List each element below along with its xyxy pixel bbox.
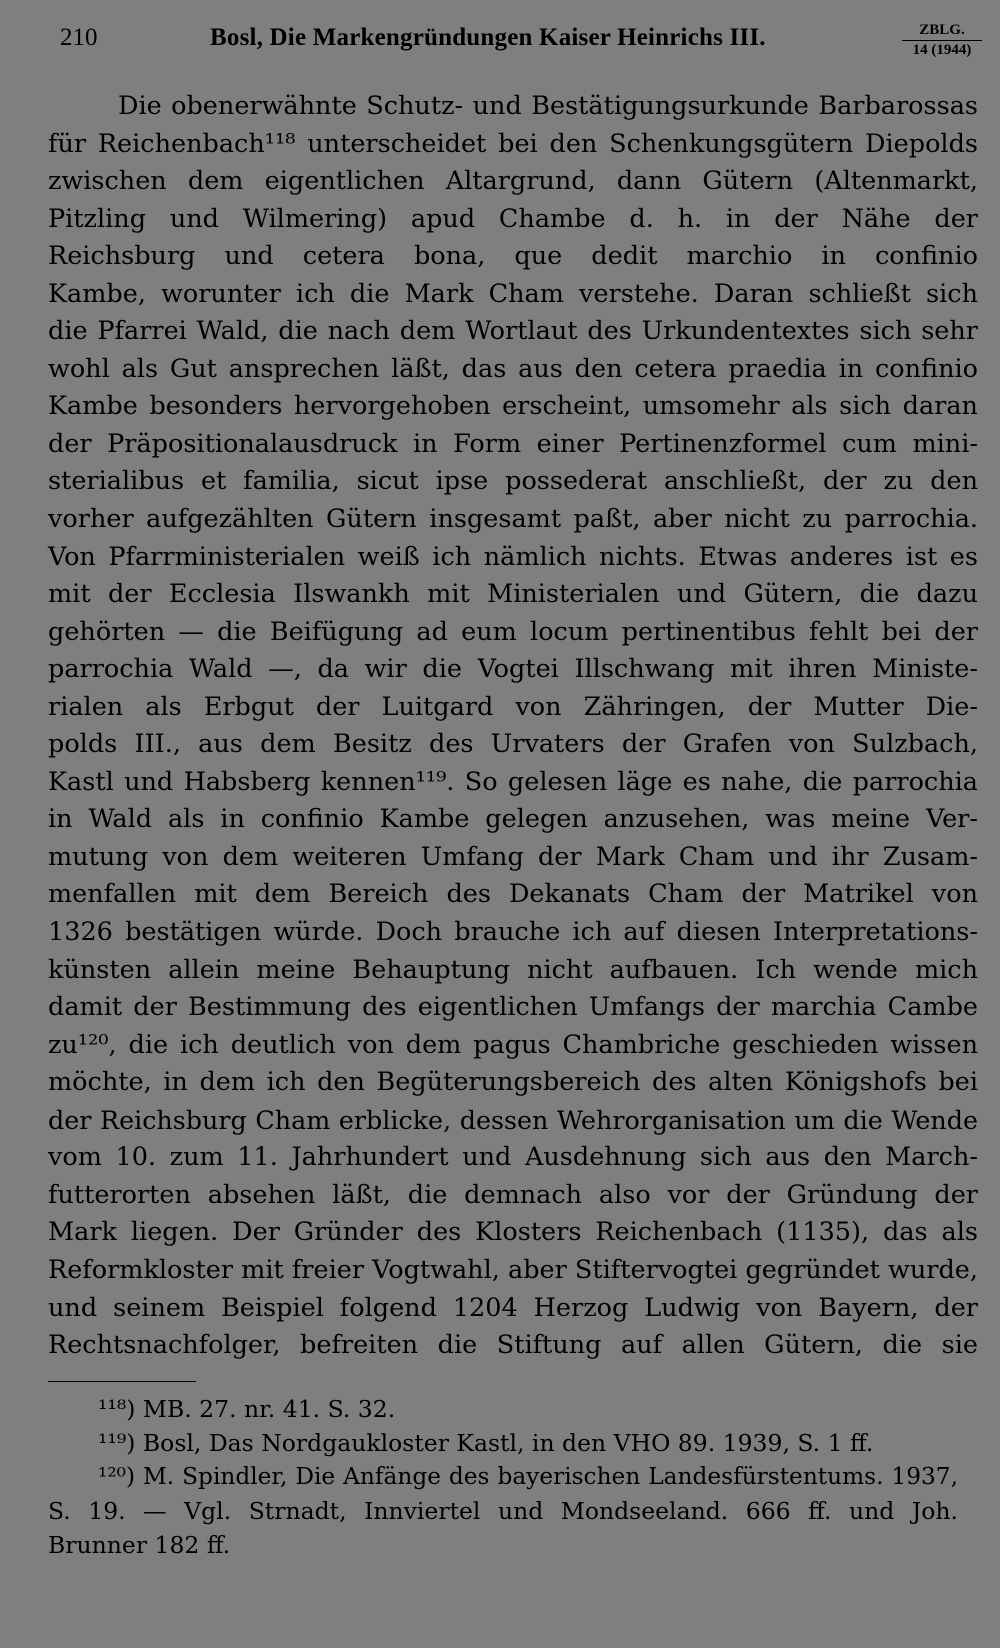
- body-line: Rechtsnachfolger, befreiten die Stiftung auf allen Gütern, die sie: [48, 1330, 978, 1361]
- body-line: künsten allein meine Behauptung nicht aufbauen. Ich wende mich: [48, 954, 978, 985]
- body-line: mit der Ecclesia Ilswankh mit Ministerialen und Gütern, die dazu: [48, 579, 978, 610]
- body-line: zu¹²⁰, die ich deutlich von dem pagus Chambriche geschieden wissen: [48, 1029, 978, 1060]
- journal-abbreviation: ZBLG.: [902, 22, 982, 41]
- footnote-120-end: Brunner 182 ff.: [48, 1531, 231, 1559]
- body-line: 1326 bestätigen würde. Doch brauche ich auf diesen Interpretations-: [48, 917, 978, 948]
- body-line: Die obenerwähnte Schutz- und Bestätigungsurkunde Barbarossas: [118, 91, 978, 121]
- body-text: [48, 88, 978, 1365]
- body-line: rialen als Erbgut der Luitgard von Zähringen, der Mutter Die-: [48, 691, 978, 722]
- body-line: parrochia Wald —, da wir die Vogtei Illschwang mit ihren Ministe-: [48, 654, 978, 685]
- body-line: der Reichsburg Cham erblicke, dessen Wehrorganisation um die Wende: [48, 1104, 978, 1135]
- page-header: [60, 22, 982, 68]
- footnote-118: ¹¹⁸) MB. 27. nr. 41. S. 32.: [98, 1395, 396, 1423]
- journal-volume: 14 (1944): [912, 42, 972, 58]
- body-line: mutung von dem weiteren Umfang der Mark Cham und ihr Zusam-: [48, 841, 978, 872]
- body-line: Kastl und Habsberg kennen¹¹⁹. So gelesen läge es nahe, die parrochia: [48, 766, 978, 797]
- footnote-120: ¹²⁰) M. Spindler, Die Anfänge des bayerischen Landesfürstentums. 1937,: [98, 1463, 958, 1490]
- body-line: Kambe besonders hervorgehoben erscheint, umsomehr als sich daran: [48, 391, 978, 422]
- body-line: Reformkloster mit freier Vogtwahl, aber Stiftervogtei gegründet wurde,: [48, 1254, 978, 1285]
- footnote-divider: [48, 1381, 196, 1382]
- body-line: Reichsburg und cetera bona, que dedit marchio in confinio: [48, 241, 978, 272]
- body-line: der Präpositionalausdruck in Form einer Pertinenzformel cum mini-: [48, 428, 978, 459]
- body-line: damit der Bestimmung des eigentlichen Umfangs der marchia Cambe: [48, 992, 978, 1023]
- page-number: 210: [60, 24, 98, 51]
- body-line: futterorten absehen läßt, die demnach also vor der Gründung der: [48, 1179, 978, 1210]
- body-line: Mark liegen. Der Gründer des Klosters Reichenbach (1135), das als: [48, 1217, 978, 1248]
- journal-reference: [902, 22, 982, 59]
- body-line: Pitzling und Wilmering) apud Chambe d. h. in der Nähe der: [48, 203, 978, 234]
- footnote-119: ¹¹⁹) Bosl, Das Nordgaukloster Kastl, in den VHO 89. 1939, S. 1 ff.: [98, 1429, 874, 1457]
- body-line: polds III., aus dem Besitz des Urvaters der Grafen von Sulzbach,: [48, 729, 978, 760]
- body-line: Von Pfarrministerialen weiß ich nämlich nichts. Etwas anderes ist es: [48, 541, 978, 572]
- body-line: wohl als Gut ansprechen läßt, das aus den cetera praedia in confinio: [48, 353, 978, 384]
- running-title: Bosl, Die Markengründungen Kaiser Heinrichs III.: [210, 24, 766, 51]
- body-line: in Wald als in confinio Kambe gelegen anzusehen, was meine Ver-: [48, 804, 978, 835]
- body-line: vom 10. zum 11. Jahrhundert und Ausdehnung sich aus den March-: [48, 1142, 978, 1173]
- body-line: für Reichenbach¹¹⁸ unterscheidet bei den Schenkungsgütern Diepolds: [48, 128, 978, 159]
- body-line: sterialibus et familia, sicut ipse possederat anschließt, der zu den: [48, 466, 978, 497]
- body-line: Kambe, worunter ich die Mark Cham verstehe. Daran schließt sich: [48, 278, 978, 309]
- body-line: zwischen dem eigentlichen Altargrund, dann Gütern (Altenmarkt,: [48, 166, 978, 197]
- body-line: und seinem Beispiel folgend 1204 Herzog Ludwig von Bayern, der: [48, 1292, 978, 1323]
- footnotes: [48, 1392, 958, 1562]
- footnote-120-continued: S. 19. — Vgl. Strnadt, Innviertel und Mondseeland. 666 ff. und Joh.: [48, 1497, 958, 1525]
- body-line: gehörten — die Beifügung ad eum locum pertinentibus fehlt bei der: [48, 616, 978, 647]
- body-line: vorher aufgezählten Gütern insgesamt paßt, aber nicht zu parrochia.: [48, 504, 978, 535]
- body-line: möchte, in dem ich den Begüterungsbereich des alten Königshofs bei: [48, 1067, 978, 1098]
- body-line: menfallen mit dem Bereich des Dekanats Cham der Matrikel von: [48, 879, 978, 910]
- body-line: die Pfarrei Wald, die nach dem Wortlaut des Urkundentextes sich sehr: [48, 316, 978, 347]
